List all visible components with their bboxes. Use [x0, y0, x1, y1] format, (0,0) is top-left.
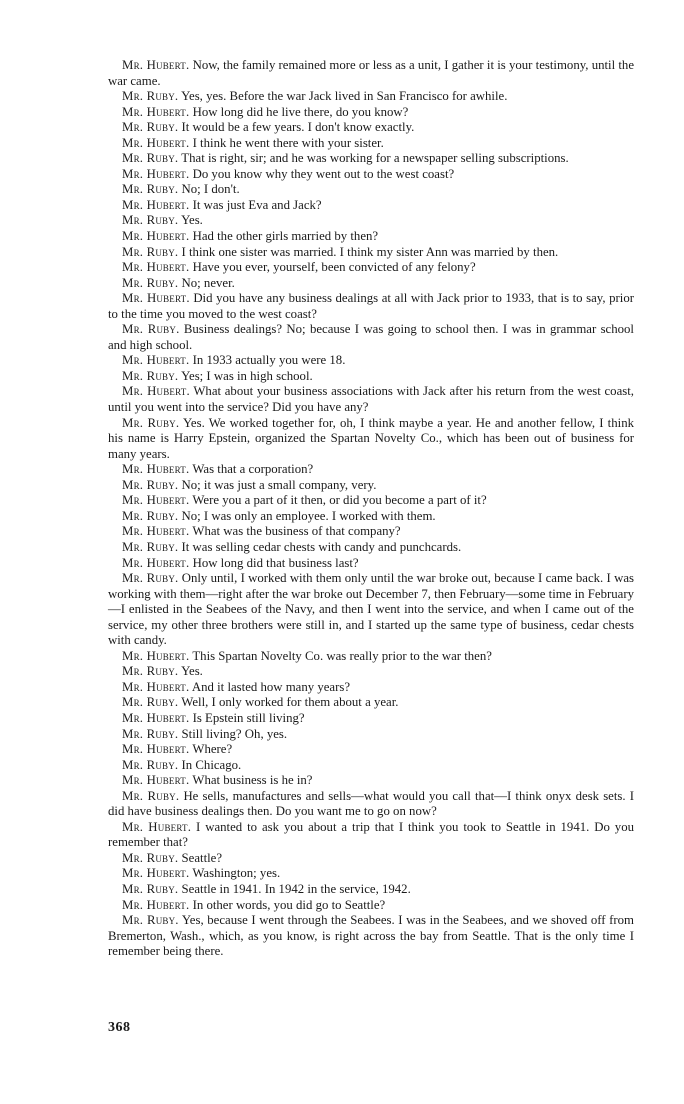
transcript-paragraph	[108, 291, 634, 322]
speaker-name: Mr. Ruby.	[122, 850, 179, 865]
speaker-name: Mr. Ruby.	[122, 415, 180, 430]
speaker-name: Mr. Ruby.	[122, 477, 179, 492]
transcript-paragraph	[108, 245, 634, 261]
speaker-name: Mr. Hubert.	[122, 555, 190, 570]
transcript-paragraph	[108, 229, 634, 245]
speaker-name: Mr. Ruby.	[122, 89, 179, 104]
testimony-transcript	[108, 58, 634, 960]
testimony-text: What business is he in?	[192, 773, 313, 788]
transcript-paragraph	[108, 773, 634, 789]
transcript-paragraph	[108, 493, 634, 509]
transcript-paragraph	[108, 820, 634, 851]
speaker-name: Mr. Ruby.	[122, 788, 180, 803]
speaker-name: Mr. Hubert.	[122, 679, 190, 694]
testimony-text: Yes.	[181, 213, 203, 228]
testimony-text: And it lasted how many years?	[191, 679, 351, 694]
transcript-paragraph	[108, 369, 634, 385]
testimony-text: In Chicago.	[181, 757, 242, 772]
testimony-text: In other words, you did go to Seattle?	[192, 897, 386, 912]
transcript-paragraph	[108, 727, 634, 743]
speaker-name: Mr. Hubert.	[122, 773, 190, 788]
transcript-paragraph	[108, 866, 634, 882]
testimony-text: Yes. We worked together for, oh, I think maybe a year. He and another fellow, I think his name is Harry Epstein, organized the Spartan Novelty Co., which has been out of business for many years.	[108, 415, 634, 461]
testimony-text: Were you a part of it then, or did you become a part of it?	[192, 493, 487, 508]
transcript-paragraph	[108, 384, 634, 415]
speaker-name: Mr. Ruby.	[122, 120, 179, 135]
testimony-text: Was that a corporation?	[192, 462, 314, 477]
transcript-paragraph	[108, 260, 634, 276]
testimony-text: Seattle in 1941. In 1942 in the service, 1942.	[181, 881, 411, 896]
speaker-name: Mr. Hubert.	[122, 229, 190, 244]
speaker-name: Mr. Ruby.	[122, 151, 179, 166]
testimony-text: Washington; yes.	[192, 866, 281, 881]
transcript-paragraph	[108, 353, 634, 369]
testimony-text: How long did that business last?	[192, 555, 359, 570]
transcript-paragraph	[108, 742, 634, 758]
speaker-name: Mr. Ruby.	[122, 182, 179, 197]
testimony-text: Still living? Oh, yes.	[181, 726, 288, 741]
testimony-text: Did you have any business dealings at all with Jack prior to 1933, that is to say, prior to the time you moved to the west coast?	[108, 291, 634, 321]
transcript-paragraph	[108, 105, 634, 121]
testimony-text: Only until, I worked with them only until the war broke out, because I came back. I was working with them—right after the war broke out December 7, then February—some time in February—I enlisted in the Seabees of the Navy, and then I went into the service, and when I came out of the service, my other three brothers were still in, and I started up the same type of business, cedar chests with candy.	[108, 571, 635, 648]
testimony-text: Yes, because I went through the Seabees. I was in the Seabees, and we shoved off from Bremerton, Wash., which, as you know, is right across the bay from Seattle. That is the only time I remember being there.	[108, 913, 634, 959]
transcript-paragraph	[108, 758, 634, 774]
testimony-text: What about your business associations with Jack after his return from the west coast, until you went into the service? Did you have any?	[108, 384, 634, 415]
transcript-paragraph	[108, 556, 634, 572]
speaker-name: Mr. Ruby.	[122, 275, 179, 290]
speaker-name: Mr. Hubert.	[122, 260, 190, 275]
transcript-paragraph	[108, 89, 634, 105]
speaker-name: Mr. Hubert.	[122, 104, 190, 119]
testimony-text: It would be a few years. I don't know exactly.	[181, 120, 415, 135]
testimony-text: Do you know why they went out to the west coast?	[192, 166, 455, 181]
speaker-name: Mr. Ruby.	[122, 726, 179, 741]
transcript-paragraph	[108, 913, 634, 960]
testimony-text: He sells, manufactures and sells—what would you call that—I think onyx desk sets. I did have business dealings then. Do you want me to go on now?	[108, 788, 634, 819]
speaker-name: Mr. Hubert.	[122, 384, 190, 399]
speaker-name: Mr. Hubert.	[122, 866, 190, 881]
transcript-paragraph	[108, 182, 634, 198]
transcript-paragraph	[108, 276, 634, 292]
testimony-text: How long did he live there, do you know?	[192, 104, 409, 119]
transcript-paragraph	[108, 120, 634, 136]
transcript-paragraph	[108, 680, 634, 696]
testimony-text: Have you ever, yourself, been convicted of any felony?	[192, 260, 476, 275]
speaker-name: Mr. Ruby.	[122, 244, 179, 259]
speaker-name: Mr. Ruby.	[122, 695, 179, 710]
transcript-paragraph	[108, 649, 634, 665]
transcript-paragraph	[108, 462, 634, 478]
testimony-text: I think he went there with your sister.	[192, 135, 384, 150]
testimony-text: Is Epstein still living?	[192, 710, 305, 725]
testimony-text: In 1933 actually you were 18.	[192, 353, 346, 368]
transcript-paragraph	[108, 851, 634, 867]
testimony-text: Well, I only worked for them about a year.	[181, 695, 399, 710]
transcript-paragraph	[108, 711, 634, 727]
testimony-text: No; never.	[181, 275, 235, 290]
speaker-name: Mr. Hubert.	[122, 353, 190, 368]
speaker-name: Mr. Hubert.	[122, 742, 190, 757]
testimony-text: Seattle?	[181, 850, 223, 865]
speaker-name: Mr. Hubert.	[122, 524, 190, 539]
speaker-name: Mr. Ruby.	[122, 322, 180, 337]
testimony-text: Yes; I was in high school.	[181, 368, 313, 383]
transcript-paragraph	[108, 789, 634, 820]
testimony-text: I think one sister was married. I think my sister Ann was married by then.	[181, 244, 559, 259]
transcript-paragraph	[108, 898, 634, 914]
transcript-paragraph	[108, 882, 634, 898]
transcript-paragraph	[108, 136, 634, 152]
speaker-name: Mr. Hubert.	[122, 819, 192, 834]
testimony-text: Where?	[192, 742, 233, 757]
testimony-text: Yes, yes. Before the war Jack lived in San Francisco for awhile.	[181, 89, 508, 104]
speaker-name: Mr. Hubert.	[122, 462, 190, 477]
testimony-text: Had the other girls married by then?	[192, 229, 379, 244]
speaker-name: Mr. Hubert.	[122, 197, 190, 212]
speaker-name: Mr. Hubert.	[122, 291, 190, 306]
testimony-text: What was the business of that company?	[192, 524, 401, 539]
speaker-name: Mr. Ruby.	[122, 539, 179, 554]
testimony-text: No; I was only an employee. I worked with them.	[181, 508, 436, 523]
speaker-name: Mr. Hubert.	[122, 897, 190, 912]
transcript-paragraph	[108, 151, 634, 167]
transcript-paragraph	[108, 664, 634, 680]
transcript-paragraph	[108, 322, 634, 353]
transcript-paragraph	[108, 509, 634, 525]
testimony-text: That is right, sir; and he was working for a newspaper selling subscriptions.	[181, 151, 569, 166]
speaker-name: Mr. Hubert.	[122, 493, 190, 508]
testimony-text: No; I don't.	[181, 182, 240, 197]
transcript-paragraph	[108, 695, 634, 711]
speaker-name: Mr. Hubert.	[122, 58, 190, 72]
transcript-paragraph	[108, 213, 634, 229]
speaker-name: Mr. Ruby.	[122, 571, 179, 586]
speaker-name: Mr. Hubert.	[122, 648, 190, 663]
testimony-text: Business dealings? No; because I was going to school then. I was in grammar school and high school.	[108, 322, 634, 352]
transcript-paragraph	[108, 540, 634, 556]
testimony-text: Yes.	[181, 664, 203, 679]
speaker-name: Mr. Ruby.	[122, 368, 179, 383]
transcript-paragraph	[108, 571, 634, 649]
speaker-name: Mr. Ruby.	[122, 213, 179, 228]
speaker-name: Mr. Hubert.	[122, 710, 190, 725]
testimony-text: It was just Eva and Jack?	[192, 197, 322, 212]
testimony-text: This Spartan Novelty Co. was really prior to the war then?	[192, 648, 492, 663]
transcript-paragraph	[108, 478, 634, 494]
testimony-text: No; it was just a small company, very.	[181, 477, 377, 492]
speaker-name: Mr. Hubert.	[122, 135, 190, 150]
transcript-paragraph	[108, 416, 634, 463]
speaker-name: Mr. Ruby.	[122, 757, 179, 772]
transcript-paragraph	[108, 524, 634, 540]
speaker-name: Mr. Ruby.	[122, 508, 179, 523]
speaker-name: Mr. Ruby.	[122, 913, 179, 928]
transcript-paragraph	[108, 167, 634, 183]
speaker-name: Mr. Ruby.	[122, 664, 179, 679]
transcript-paragraph	[108, 198, 634, 214]
testimony-text: Now, the family remained more or less as a unit, I gather it is your testimony, until the war came.	[108, 58, 635, 88]
speaker-name: Mr. Ruby.	[122, 881, 179, 896]
speaker-name: Mr. Hubert.	[122, 166, 190, 181]
transcript-paragraph	[108, 58, 634, 89]
testimony-text: It was selling cedar chests with candy and punchcards.	[181, 539, 462, 554]
page-number: 368	[108, 1020, 131, 1035]
testimony-text: I wanted to ask you about a trip that I think you took to Seattle in 1941. Do you remember that?	[108, 819, 634, 850]
